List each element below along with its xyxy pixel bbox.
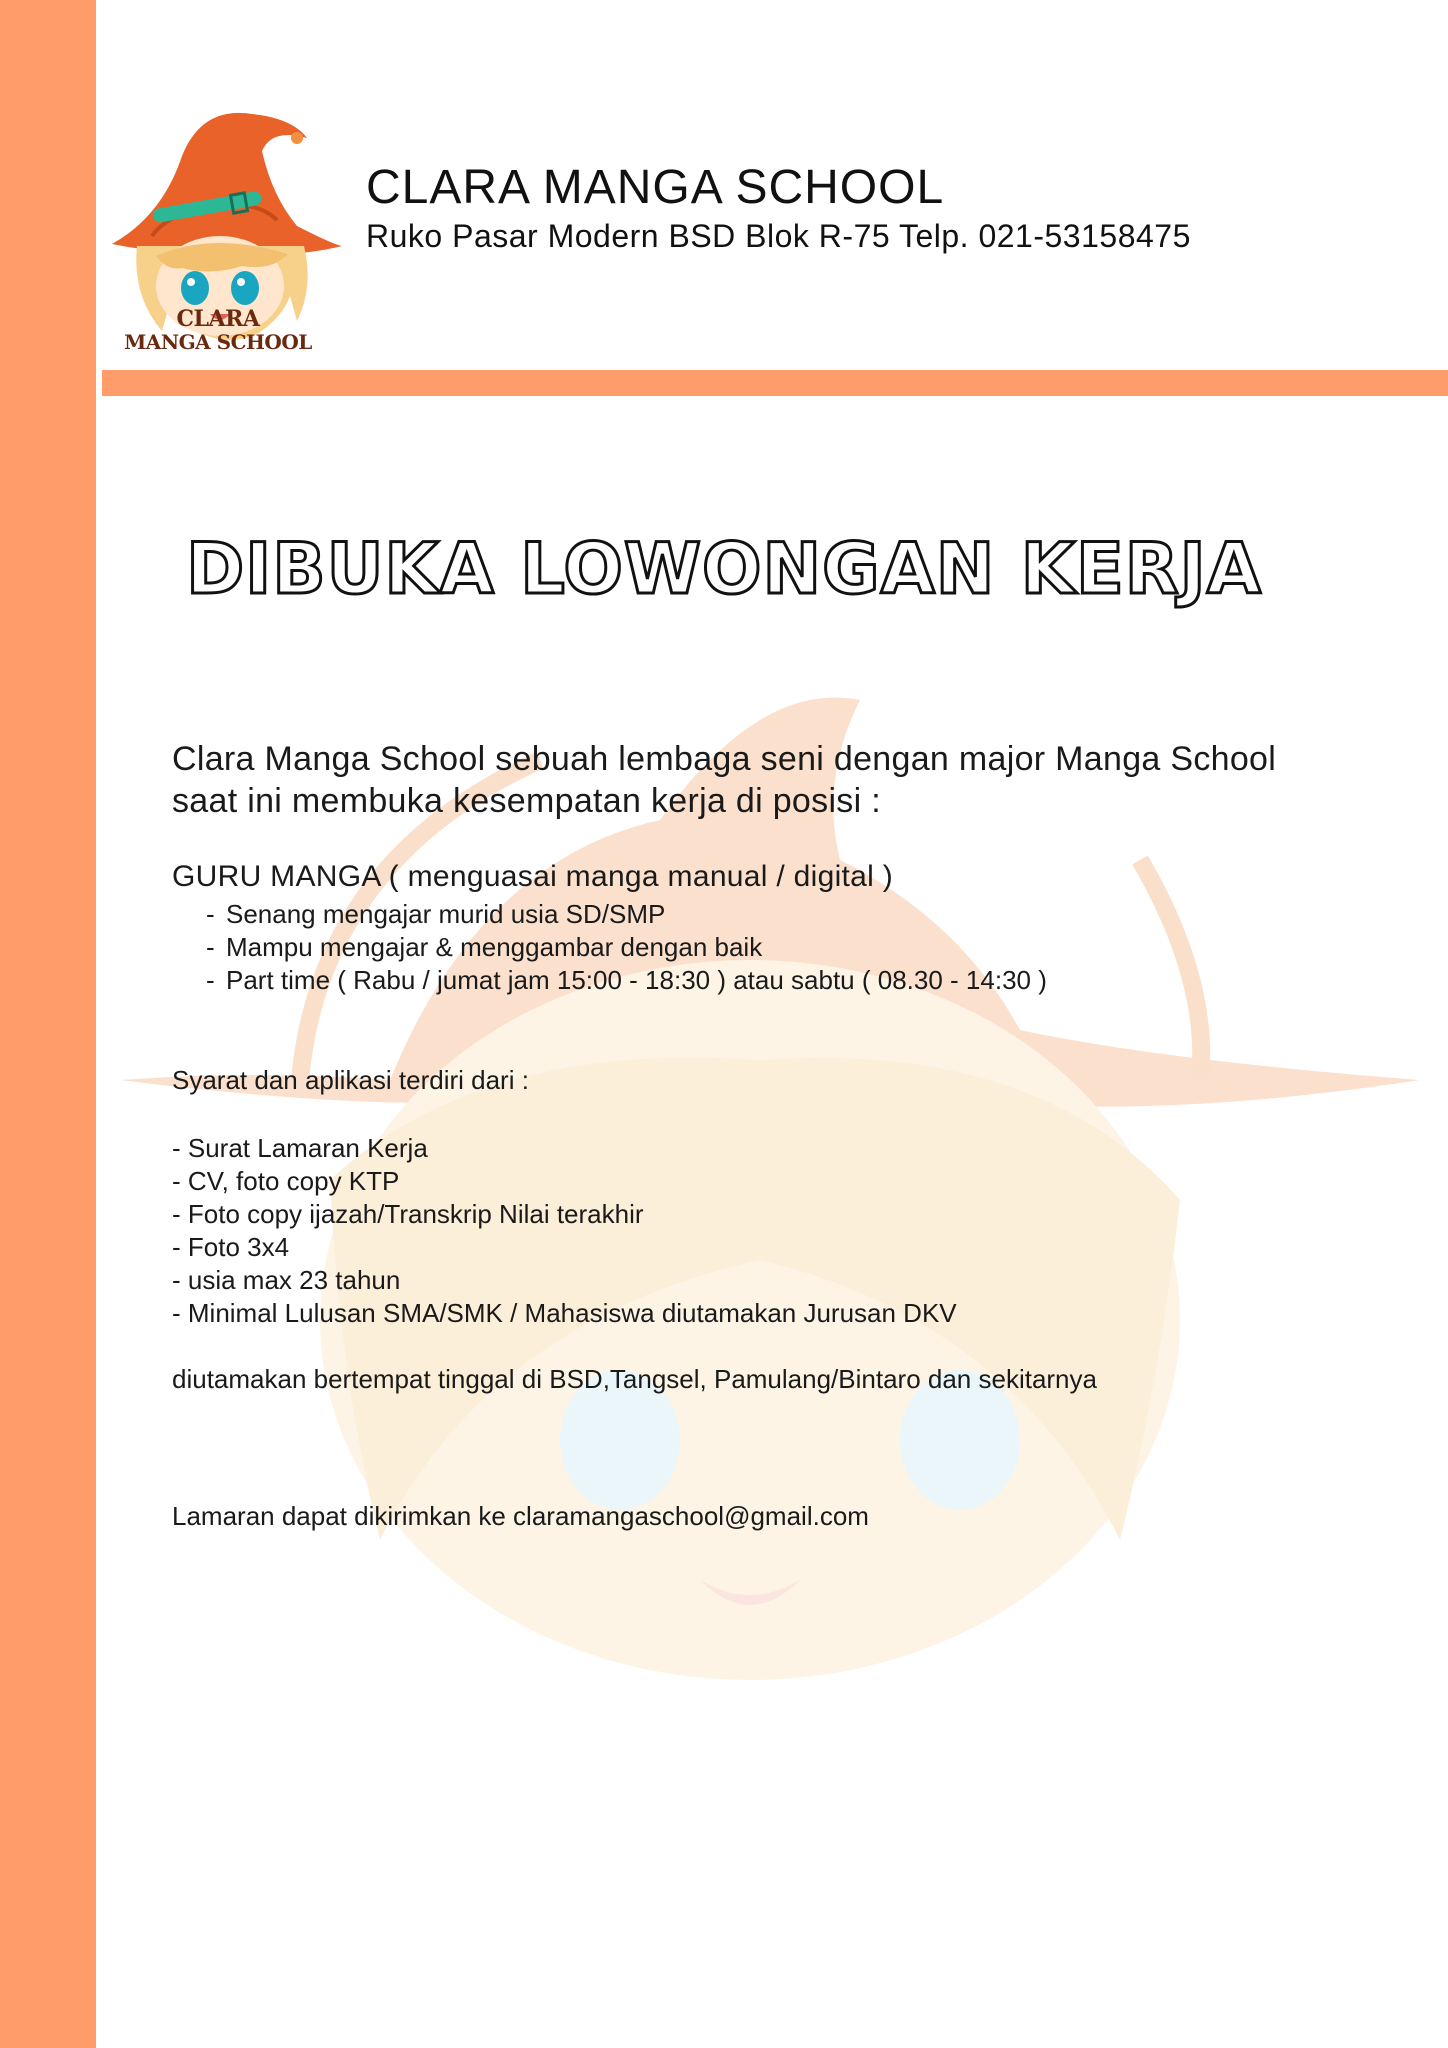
requirements-list — [172, 1132, 1372, 1330]
intro-paragraph — [172, 738, 1372, 822]
position-title: GURU MANGA ( menguasai manga manual / digital ) — [172, 860, 894, 893]
job-posting-body — [172, 738, 1372, 1532]
position-detail-item: - Part time ( Rabu / jumat jam 15:00 - 18:30 ) atau sabtu ( 08.30 - 14:30 ) — [206, 965, 1047, 995]
school-address: Ruko Pasar Modern BSD Blok R-75 Telp. 021-53158475 — [366, 218, 1191, 254]
requirement-item: - usia max 23 tahun — [172, 1265, 401, 1295]
requirements-title: Syarat dan aplikasi terdiri dari : — [172, 1065, 529, 1095]
page-headline: DIBUKA LOWONGAN KERJA — [186, 528, 1262, 610]
logo-text-line1: CLARA — [176, 306, 260, 332]
requirement-item: - Foto copy ijazah/Transkrip Nilai terakhir — [172, 1199, 644, 1229]
location-preference: diutamakan bertempat tinggal di BSD,Tangsel, Pamulang/Bintaro dan sekitarnya — [172, 1364, 1097, 1394]
position-details — [172, 898, 1372, 997]
requirement-item: - Minimal Lulusan SMA/SMK / Mahasiswa diutamakan Jurusan DKV — [172, 1298, 957, 1328]
logo-wordmark — [122, 308, 314, 354]
position-detail-item: - Mampu mengajar & menggambar dengan baik — [206, 932, 763, 962]
header-divider — [102, 370, 1448, 396]
requirement-item: - CV, foto copy KTP — [172, 1166, 400, 1196]
position-detail-item: - Senang mengajar murid usia SD/SMP — [206, 899, 666, 929]
requirement-item: - Foto 3x4 — [172, 1232, 290, 1262]
school-name: CLARA MANGA SCHOOL — [366, 161, 945, 214]
intro-line-2: saat ini membuka kesempatan kerja di posisi : — [172, 782, 881, 820]
logo-text-line2: MANGA SCHOOL — [124, 330, 312, 354]
intro-line-1: Clara Manga School sebuah lembaga seni dengan major Manga School — [172, 740, 1277, 778]
requirement-item: - Surat Lamaran Kerja — [172, 1133, 428, 1163]
application-contact: Lamaran dapat dikirimkan ke claramangaschool@gmail.com — [172, 1501, 869, 1531]
